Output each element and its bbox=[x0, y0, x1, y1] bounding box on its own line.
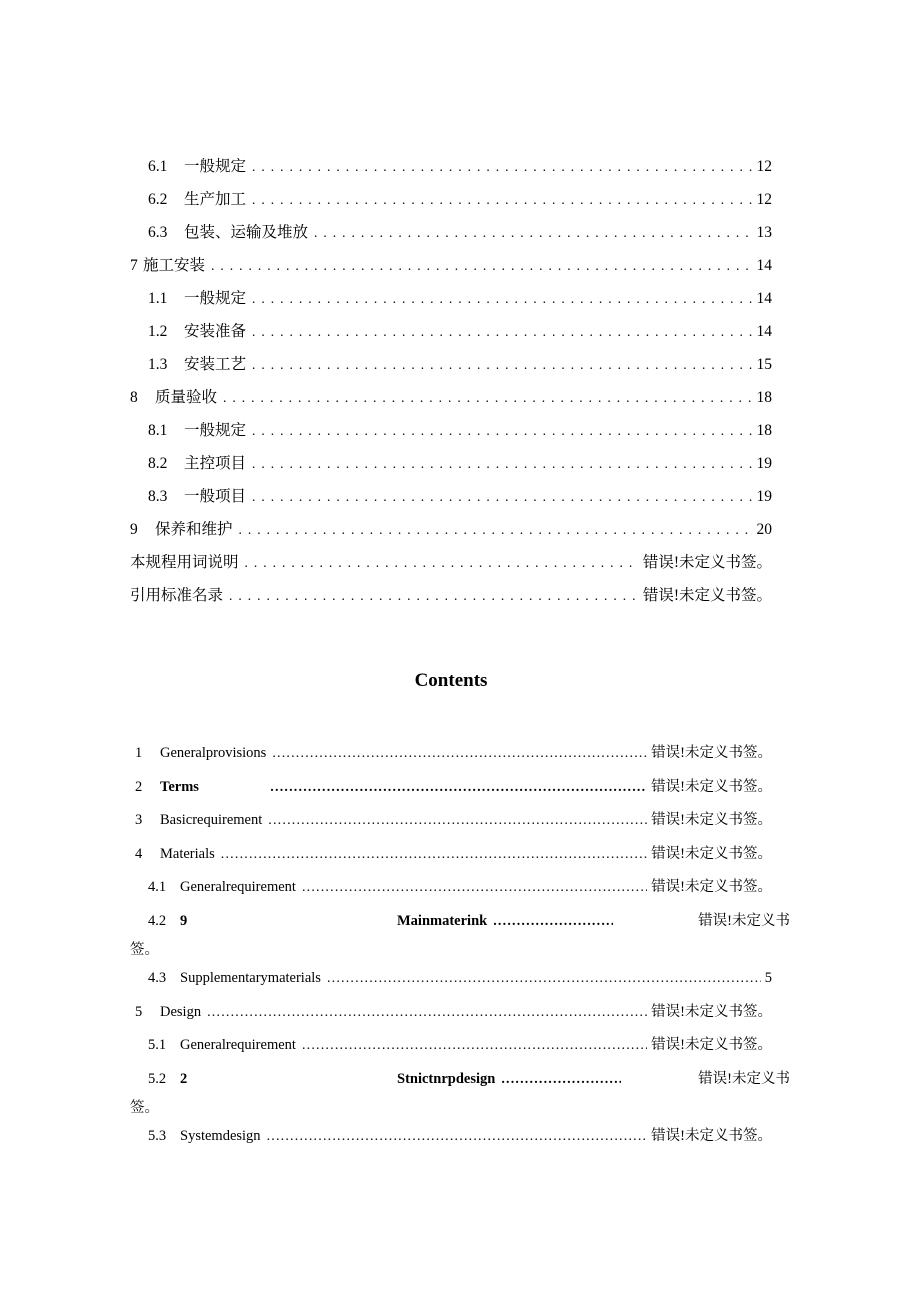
dot-leader bbox=[302, 1030, 647, 1063]
dot-leader bbox=[221, 839, 647, 872]
toc-entry[interactable] bbox=[130, 150, 772, 183]
toc-entry-label: 主控项目 bbox=[184, 455, 247, 472]
toc-entry-label: 引用标准名录 bbox=[130, 587, 224, 604]
toc-entry-page: 19 bbox=[756, 488, 772, 505]
toc-entry-label: 质量验收 bbox=[155, 389, 218, 406]
toc-entry-label: 本规程用词说明 bbox=[130, 554, 239, 571]
toc-entry[interactable] bbox=[130, 962, 772, 996]
toc-entry-label: 一般规定 bbox=[184, 422, 247, 439]
dot-leader bbox=[252, 348, 752, 381]
toc-entry-number: 1.2 bbox=[148, 323, 168, 340]
toc-entry-page: 18 bbox=[756, 422, 772, 439]
toc-entry-page: 18 bbox=[756, 389, 772, 406]
toc-entry[interactable] bbox=[130, 414, 772, 447]
toc-entry-page: 12 bbox=[756, 158, 772, 175]
toc-entry-page: 14 bbox=[756, 290, 772, 307]
toc-entry[interactable] bbox=[130, 216, 772, 249]
toc-entry-label: Generalrequirement bbox=[180, 879, 296, 895]
toc-entry-number: 4.1 bbox=[148, 879, 167, 895]
toc-entry-number: 4.2 bbox=[148, 912, 167, 929]
toc-entry[interactable] bbox=[130, 1120, 772, 1154]
toc-entry-number: 3 bbox=[135, 812, 143, 828]
toc-entry-page: 错误!未定义书 bbox=[698, 1070, 790, 1087]
toc-entry-wrap bbox=[130, 938, 772, 962]
toc-entry-page: 错误!未定义书签。 bbox=[651, 778, 772, 795]
toc-entry[interactable] bbox=[130, 737, 772, 771]
toc-entry-number: 7 bbox=[130, 257, 138, 274]
toc-entry-label: 一般规定 bbox=[184, 290, 247, 307]
toc-entry-number: 4.3 bbox=[148, 970, 167, 986]
toc-cn-section bbox=[130, 150, 772, 612]
toc-entry[interactable] bbox=[130, 513, 772, 546]
toc-entry[interactable] bbox=[130, 838, 772, 872]
toc-entry-page: 错误!未定义书 bbox=[698, 912, 790, 929]
toc-entry[interactable] bbox=[130, 1029, 772, 1063]
toc-entry[interactable] bbox=[130, 348, 772, 381]
toc-entry-number: 5.2 bbox=[148, 1070, 167, 1087]
toc-entry-label: Basicrequirement bbox=[160, 812, 263, 828]
toc-en-section bbox=[130, 737, 790, 1154]
toc-entry-label: 安装准备 bbox=[184, 323, 247, 340]
toc-entry-page: 15 bbox=[756, 356, 772, 373]
dot-leader bbox=[270, 772, 647, 805]
toc-entry-page: 错误!未定义书签。 bbox=[642, 554, 772, 571]
dot-leader bbox=[245, 546, 639, 579]
toc-entry-page: 20 bbox=[756, 521, 772, 538]
toc-entry-page: 错误!未定义书签。 bbox=[651, 1003, 772, 1020]
toc-entry-label: Stnictnrpdesign bbox=[397, 1070, 496, 1087]
toc-entry-label: Generalprovisions bbox=[160, 745, 267, 761]
toc-entry-page: 错误!未定义书签。 bbox=[651, 1037, 772, 1053]
toc-entry-page: 13 bbox=[756, 224, 772, 241]
toc-entry-label: Terms bbox=[160, 778, 199, 795]
toc-entry[interactable] bbox=[130, 905, 790, 939]
toc-entry-label: Systemdesign bbox=[180, 1128, 261, 1144]
toc-entry[interactable] bbox=[130, 183, 772, 216]
toc-entry-page: 错误!未定义书签。 bbox=[651, 745, 772, 761]
dot-leader bbox=[252, 414, 752, 447]
dot-leader bbox=[268, 805, 647, 838]
dot-leader bbox=[267, 1121, 648, 1154]
dot-leader bbox=[252, 150, 752, 183]
toc-entry-page-wrap: 签。 bbox=[130, 942, 159, 958]
dot-leader bbox=[252, 282, 752, 315]
toc-entry-label: 安装工艺 bbox=[184, 356, 247, 373]
toc-entry[interactable] bbox=[130, 771, 772, 805]
toc-entry[interactable] bbox=[130, 480, 772, 513]
toc-entry[interactable] bbox=[130, 804, 772, 838]
toc-entry-page-wrap: 签。 bbox=[130, 1100, 159, 1116]
toc-entry-label: Materials bbox=[160, 845, 215, 862]
toc-entry[interactable] bbox=[130, 282, 772, 315]
toc-entry-number: 1.3 bbox=[148, 356, 168, 373]
dot-leader bbox=[501, 1064, 621, 1097]
toc-entry-number: 5.1 bbox=[148, 1037, 167, 1053]
toc-entry-label: Supplementarymaterials bbox=[180, 970, 321, 986]
toc-entry-number: 1.1 bbox=[148, 290, 168, 307]
toc-entry-label: 一般规定 bbox=[184, 158, 247, 175]
toc-entry-number: 8.1 bbox=[148, 422, 168, 439]
dot-leader bbox=[327, 963, 761, 996]
dot-leader bbox=[252, 480, 752, 513]
dot-leader bbox=[252, 447, 752, 480]
toc-entry-label: 包装、运输及堆放 bbox=[184, 224, 309, 241]
dot-leader bbox=[252, 183, 752, 216]
dot-leader bbox=[207, 997, 647, 1030]
toc-entry-page: 错误!未定义书签。 bbox=[651, 812, 772, 828]
toc-entry-page: 错误!未定义书签。 bbox=[642, 587, 772, 604]
toc-entry[interactable] bbox=[130, 871, 772, 905]
dot-leader bbox=[229, 579, 639, 612]
toc-entry-label: 一般项目 bbox=[184, 488, 247, 505]
toc-entry-label: Generalrequirement bbox=[180, 1037, 296, 1053]
dot-leader bbox=[314, 216, 752, 249]
toc-entry-page: 19 bbox=[756, 455, 772, 472]
toc-entry-label: 生产加工 bbox=[184, 191, 247, 208]
toc-entry-page: 错误!未定义书签。 bbox=[651, 879, 772, 895]
toc-entry-number: 8.2 bbox=[148, 455, 168, 472]
dot-leader bbox=[239, 513, 753, 546]
toc-entry-page: 5 bbox=[764, 970, 772, 986]
toc-entry-page: 14 bbox=[756, 257, 772, 274]
toc-entry[interactable] bbox=[130, 579, 772, 612]
toc-entry[interactable] bbox=[130, 996, 772, 1030]
toc-entry-number: 8.3 bbox=[148, 488, 168, 505]
toc-entry-number: 5.3 bbox=[148, 1128, 167, 1144]
toc-entry[interactable] bbox=[130, 381, 772, 414]
dot-leader bbox=[252, 315, 752, 348]
toc-entry-subnumber: 2 bbox=[180, 1070, 188, 1087]
dot-leader bbox=[272, 738, 647, 771]
toc-entry-page: 14 bbox=[756, 323, 772, 340]
toc-entry-wrap bbox=[130, 1096, 772, 1120]
toc-entry-page: 错误!未定义书签。 bbox=[651, 1128, 772, 1144]
toc-entry-number: 8 bbox=[130, 389, 138, 406]
toc-entry-number: 9 bbox=[130, 521, 138, 538]
contents-heading: Contents bbox=[414, 670, 488, 691]
dot-leader bbox=[211, 249, 752, 282]
dot-leader bbox=[302, 872, 647, 905]
toc-entry-label: 施工安装 bbox=[143, 257, 206, 274]
toc-entry-label: Design bbox=[160, 1003, 202, 1020]
toc-entry-label: Mainmaterink bbox=[397, 912, 488, 929]
toc-entry[interactable] bbox=[130, 249, 772, 282]
toc-entry-number: 5 bbox=[135, 1003, 143, 1020]
toc-entry-number: 2 bbox=[135, 778, 143, 795]
dot-leader bbox=[493, 906, 613, 939]
dot-leader bbox=[223, 381, 752, 414]
toc-entry-number: 1 bbox=[135, 745, 143, 761]
toc-entry[interactable] bbox=[130, 546, 772, 579]
toc-entry-label: 保养和维护 bbox=[155, 521, 233, 538]
toc-entry-page: 错误!未定义书签。 bbox=[651, 845, 772, 862]
toc-entry-page: 12 bbox=[756, 191, 772, 208]
toc-entry[interactable] bbox=[130, 1063, 790, 1097]
toc-entry-number: 6.2 bbox=[148, 191, 168, 208]
toc-entry-subnumber: 9 bbox=[180, 912, 188, 929]
toc-entry-number: 4 bbox=[135, 845, 143, 862]
toc-entry-number: 6.1 bbox=[148, 158, 168, 175]
toc-entry[interactable] bbox=[130, 447, 772, 480]
toc-entry[interactable] bbox=[130, 315, 772, 348]
toc-entry-number: 6.3 bbox=[148, 224, 168, 241]
